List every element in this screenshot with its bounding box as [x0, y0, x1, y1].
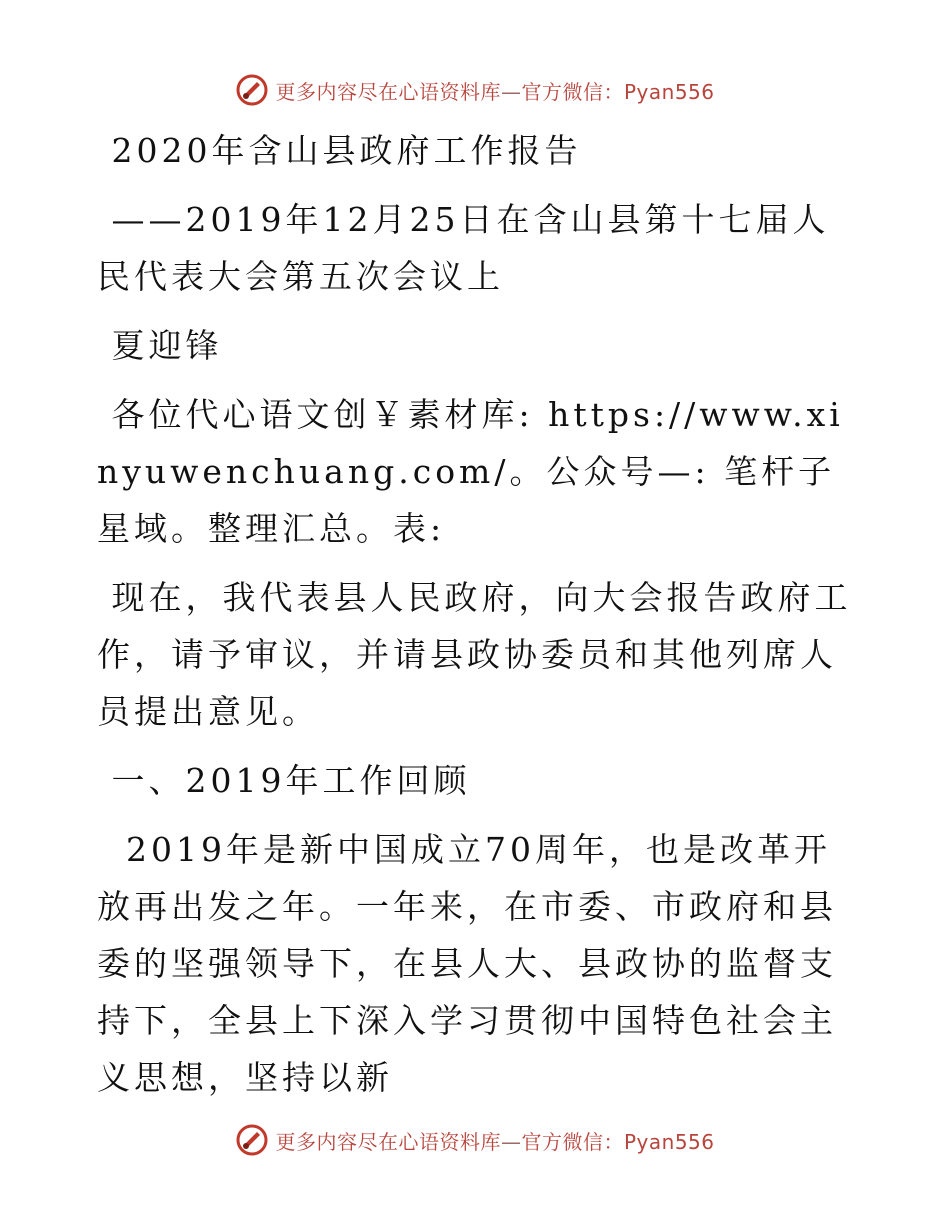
intro-paragraph: 现在，我代表县人民政府，向大会报告政府工作，请予审议，并请县政协委员和其他列席人员提出意见。	[97, 578, 852, 731]
watermark-contact-label: 官方微信：	[521, 79, 624, 104]
watermark-contact-id: Pyan556	[623, 1129, 715, 1154]
brand-logo-icon	[235, 1123, 269, 1157]
watermark-contact-id: Pyan556	[623, 79, 715, 104]
document-author: 夏迎锋	[97, 326, 223, 365]
watermark-text	[275, 1126, 714, 1155]
watermark-brand: 更多内容尽在心语资料库	[275, 1129, 501, 1154]
watermark-text	[275, 76, 714, 105]
document-title: 2020年含山县政府工作报告	[97, 131, 582, 170]
document-subtitle: ——2019年12月25日在含山县第十七届人民代表大会第五次会议上	[97, 200, 830, 296]
watermark-brand: 更多内容尽在心语资料库	[275, 79, 501, 104]
watermark-separator: —	[500, 79, 522, 104]
document-salutation: 各位代心语文创￥素材库: https://www.xinyuwenchuang.com/。公众号—: 笔杆子星域。整理汇总。表:	[97, 395, 844, 548]
watermark-separator: —	[500, 1129, 522, 1154]
body-paragraph: 2019年是新中国成立70周年，也是改革开放再出发之年。一年来，在市委、市政府和县委的坚强领导下，在县人大、县政协的监督支持下，全县上下深入学习贯彻中国特色社会主义思想，坚持以新	[97, 830, 837, 1097]
watermark-contact-label: 官方微信：	[521, 1129, 624, 1154]
header-watermark	[0, 70, 950, 110]
document-body	[97, 122, 857, 1118]
footer-watermark	[0, 1120, 950, 1160]
brand-logo-icon	[235, 73, 269, 107]
section-heading: 一、2019年工作回顾	[97, 761, 471, 800]
